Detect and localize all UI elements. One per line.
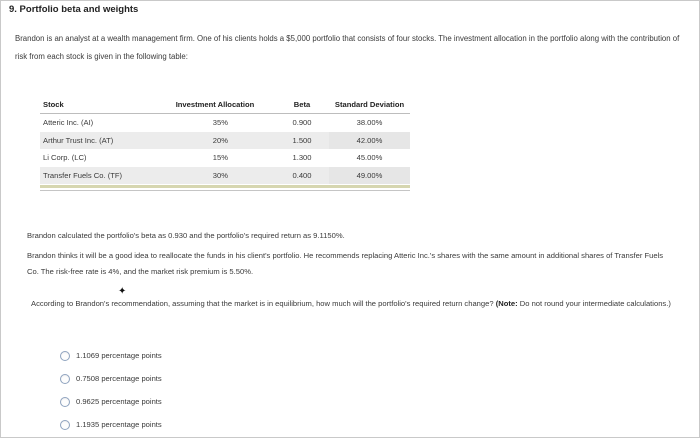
radio-button-icon[interactable]	[60, 374, 70, 384]
table-bottom-rule-thin	[40, 190, 410, 191]
table-row	[40, 132, 410, 150]
cell-std: 42.00%	[329, 132, 410, 150]
header-allocation: Investment Allocation	[175, 100, 255, 109]
option-label: 1.1069 percentage points	[76, 351, 162, 360]
note-text: Do not round your intermediate calculations.)	[519, 299, 671, 308]
option-label: 0.7508 percentage points	[76, 374, 162, 383]
answer-option-3[interactable]	[60, 390, 162, 413]
cell-beta: 0.900	[275, 114, 329, 132]
cell-stock: Li Corp. (LC)	[40, 149, 155, 167]
cell-allocation: 15%	[155, 149, 275, 167]
cell-allocation: 20%	[155, 132, 275, 150]
answer-option-2[interactable]	[60, 367, 162, 390]
cell-std: 45.00%	[329, 149, 410, 167]
allocation-table	[40, 96, 410, 184]
option-label: 0.9625 percentage points	[76, 397, 162, 406]
question-intro: Brandon is an analyst at a wealth management firm. One of his clients holds a $5,000 portfolio that consists of four stocks. The investment allocation in the portfolio along with the contribution of risk from each stock is given in the following table:	[15, 34, 680, 61]
radio-button-icon[interactable]	[60, 420, 70, 430]
radio-button-icon[interactable]	[60, 397, 70, 407]
header-std: Standard Deviation	[334, 100, 405, 109]
cell-beta: 1.300	[275, 149, 329, 167]
cell-stock: Transfer Fuels Co. (TF)	[40, 167, 155, 185]
cell-allocation: 30%	[155, 167, 275, 185]
cell-beta: 1.500	[275, 132, 329, 150]
calc-paragraph: Brandon calculated the portfolio's beta as 0.930 and the portfolio's required return as 9.1150%.	[27, 231, 345, 240]
cell-beta: 0.400	[275, 167, 329, 185]
table-bottom-rule	[40, 185, 410, 188]
question-prompt	[31, 296, 671, 312]
cell-allocation: 35%	[155, 114, 275, 132]
cell-std: 38.00%	[329, 114, 410, 132]
table-row	[40, 114, 410, 132]
cell-stock: Arthur Trust Inc. (AT)	[40, 132, 155, 150]
answer-options	[60, 344, 162, 436]
table-row	[40, 167, 410, 185]
radio-button-icon[interactable]	[60, 351, 70, 361]
cell-stock: Atteric Inc. (AI)	[40, 114, 155, 132]
question-prompt-text: According to Brandon's recommendation, assuming that the market is in equilibrium, how much will the portfolio's required return change?	[31, 299, 494, 308]
question-title: 9. Portfolio beta and weights	[9, 4, 139, 15]
note-label: (Note:	[495, 299, 518, 308]
table-row	[40, 149, 410, 167]
table-header-row	[40, 96, 410, 114]
allocation-table-wrapper	[40, 96, 410, 191]
header-beta: Beta	[293, 100, 311, 109]
answer-option-1[interactable]	[60, 344, 162, 367]
answer-option-4[interactable]	[60, 413, 162, 436]
option-label: 1.1935 percentage points	[76, 420, 162, 429]
mouse-cursor-icon: ✦	[118, 286, 127, 297]
header-stock: Stock	[43, 100, 64, 109]
recommendation-paragraph: Brandon thinks it will be a good idea to reallocate the funds in his client's portfolio. He recommends replacing Atteric Inc.'s shares with the same amount in additional shares of Transfer Fuels Co. The risk-free rate is 4%, and the market risk premium is 5.50%.	[27, 251, 664, 276]
cell-std: 49.00%	[329, 167, 410, 185]
